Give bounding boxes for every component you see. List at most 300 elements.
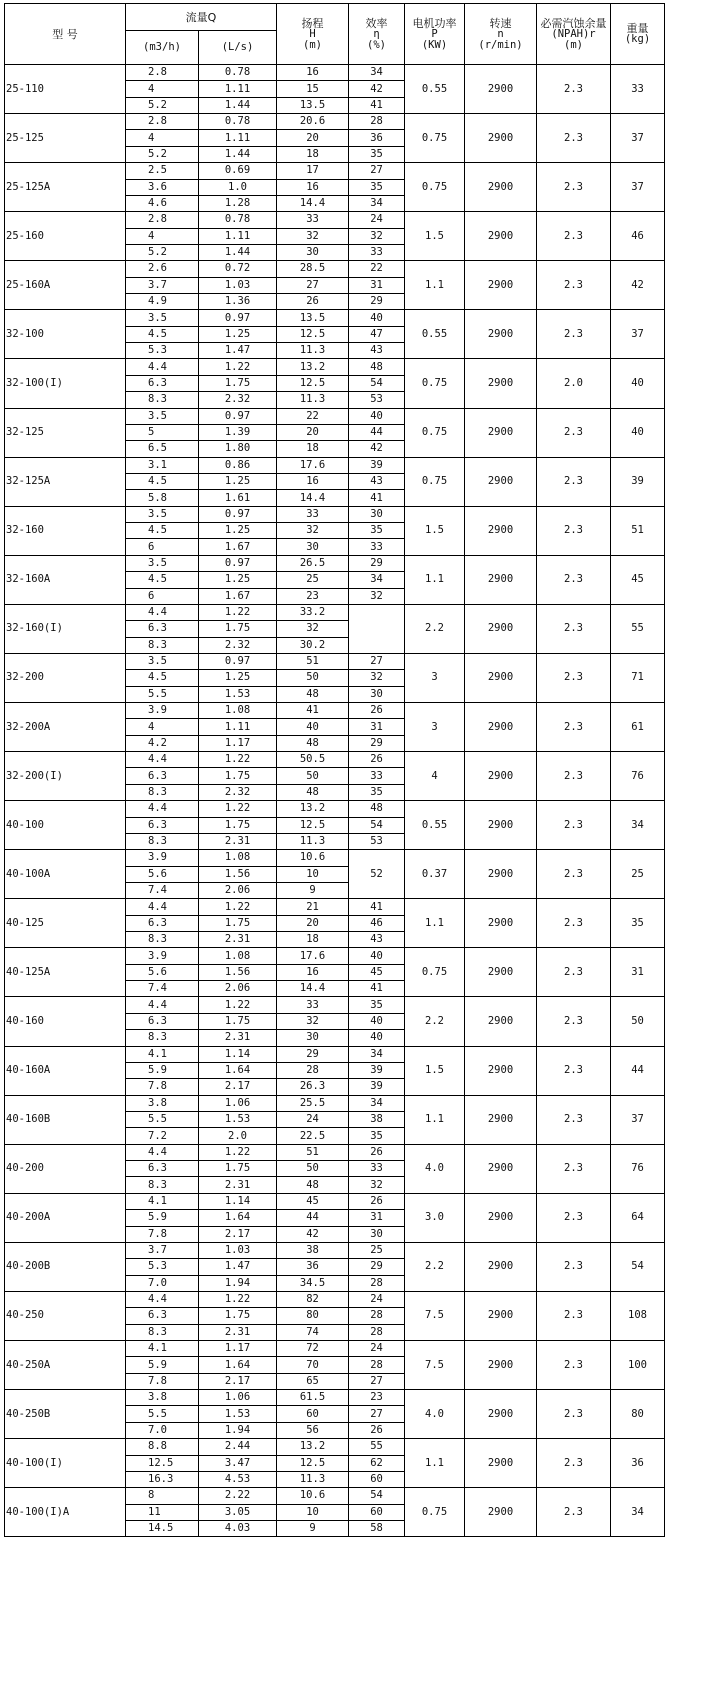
flow-m3h-cell: 5.2 bbox=[126, 244, 199, 260]
flow-m3h-cell: 2.6 bbox=[126, 261, 199, 277]
head-cell: 32 bbox=[277, 621, 349, 637]
flow-m3h-cell: 8.3 bbox=[126, 1324, 199, 1340]
flow-ls-cell: 2.0 bbox=[199, 1128, 277, 1144]
efficiency-cell: 28 bbox=[349, 114, 405, 130]
flow-m3h-cell: 5.2 bbox=[126, 97, 199, 113]
flow-ls-cell: 1.22 bbox=[199, 359, 277, 375]
model-cell: 40-125 bbox=[5, 899, 126, 948]
head-cell: 20 bbox=[277, 130, 349, 146]
flow-m3h-cell: 16.3 bbox=[126, 1471, 199, 1487]
model-cell: 25-125A bbox=[5, 163, 126, 212]
flow-ls-cell: 1.75 bbox=[199, 768, 277, 784]
flow-m3h-cell: 8.3 bbox=[126, 932, 199, 948]
weight-cell: 100 bbox=[611, 1341, 665, 1390]
flow-m3h-cell: 6 bbox=[126, 539, 199, 555]
flow-ls-cell: 1.36 bbox=[199, 294, 277, 310]
head-cell: 14.4 bbox=[277, 981, 349, 997]
flow-m3h-cell: 2.8 bbox=[126, 65, 199, 81]
head-cell: 30 bbox=[277, 1030, 349, 1046]
model-cell: 25-160A bbox=[5, 261, 126, 310]
weight-cell: 37 bbox=[611, 310, 665, 359]
table-row bbox=[5, 1291, 665, 1307]
head-cell: 51 bbox=[277, 1144, 349, 1160]
head-cell: 18 bbox=[277, 146, 349, 162]
npsh-cell: 2.3 bbox=[537, 703, 611, 752]
weight-cell: 50 bbox=[611, 997, 665, 1046]
head-cell: 26.5 bbox=[277, 555, 349, 571]
flow-m3h-cell: 4.2 bbox=[126, 735, 199, 751]
speed-cell: 2900 bbox=[465, 1488, 537, 1537]
head-cell: 32 bbox=[277, 523, 349, 539]
efficiency-cell: 33 bbox=[349, 1161, 405, 1177]
flow-m3h-cell: 5.8 bbox=[126, 490, 199, 506]
flow-ls-cell: 2.44 bbox=[199, 1439, 277, 1455]
efficiency-cell: 34 bbox=[349, 572, 405, 588]
efficiency-cell: 34 bbox=[349, 1095, 405, 1111]
flow-ls-cell: 1.25 bbox=[199, 670, 277, 686]
weight-cell: 76 bbox=[611, 752, 665, 801]
flow-m3h-cell: 7.8 bbox=[126, 1373, 199, 1389]
flow-ls-cell: 1.75 bbox=[199, 621, 277, 637]
npsh-cell: 2.3 bbox=[537, 555, 611, 604]
efficiency-cell: 28 bbox=[349, 1308, 405, 1324]
speed-cell: 2900 bbox=[465, 1291, 537, 1340]
flow-m3h-cell: 5.9 bbox=[126, 1357, 199, 1373]
npsh-cell: 2.3 bbox=[537, 408, 611, 457]
flow-ls-cell: 1.94 bbox=[199, 1422, 277, 1438]
table-row bbox=[5, 1390, 665, 1406]
head-cell: 18 bbox=[277, 932, 349, 948]
header-model: 型 号 bbox=[5, 4, 126, 65]
flow-m3h-cell: 7.8 bbox=[126, 1226, 199, 1242]
flow-ls-cell: 2.17 bbox=[199, 1373, 277, 1389]
efficiency-cell: 41 bbox=[349, 97, 405, 113]
head-cell: 48 bbox=[277, 735, 349, 751]
efficiency-cell: 40 bbox=[349, 1013, 405, 1029]
flow-m3h-cell: 6.3 bbox=[126, 1013, 199, 1029]
efficiency-cell: 35 bbox=[349, 784, 405, 800]
header-flow-m3h: (m3/h) bbox=[126, 31, 199, 65]
efficiency-cell: 27 bbox=[349, 653, 405, 669]
flow-ls-cell: 1.75 bbox=[199, 1161, 277, 1177]
head-cell: 48 bbox=[277, 784, 349, 800]
weight-cell: 31 bbox=[611, 948, 665, 997]
speed-cell: 2900 bbox=[465, 114, 537, 163]
flow-m3h-cell: 4.4 bbox=[126, 997, 199, 1013]
flow-ls-cell: 1.53 bbox=[199, 1112, 277, 1128]
head-cell: 13.5 bbox=[277, 97, 349, 113]
efficiency-cell: 34 bbox=[349, 65, 405, 81]
speed-cell: 2900 bbox=[465, 359, 537, 408]
head-cell: 13.2 bbox=[277, 1439, 349, 1455]
speed-cell: 2900 bbox=[465, 212, 537, 261]
flow-ls-cell: 2.31 bbox=[199, 1177, 277, 1193]
flow-ls-cell: 1.11 bbox=[199, 81, 277, 97]
flow-m3h-cell: 3.5 bbox=[126, 506, 199, 522]
npsh-cell: 2.3 bbox=[537, 948, 611, 997]
efficiency-cell: 53 bbox=[349, 833, 405, 849]
flow-m3h-cell: 6.3 bbox=[126, 621, 199, 637]
flow-m3h-cell: 6.3 bbox=[126, 1308, 199, 1324]
flow-ls-cell: 1.22 bbox=[199, 752, 277, 768]
flow-ls-cell: 0.86 bbox=[199, 457, 277, 473]
efficiency-cell: 48 bbox=[349, 801, 405, 817]
head-cell: 74 bbox=[277, 1324, 349, 1340]
head-cell: 12.5 bbox=[277, 817, 349, 833]
power-cell: 1.1 bbox=[405, 1439, 465, 1488]
model-cell: 40-100A bbox=[5, 850, 126, 899]
model-cell: 40-200A bbox=[5, 1193, 126, 1242]
flow-ls-cell: 1.75 bbox=[199, 1013, 277, 1029]
weight-cell: 54 bbox=[611, 1242, 665, 1291]
flow-m3h-cell: 4 bbox=[126, 130, 199, 146]
power-cell: 1.1 bbox=[405, 899, 465, 948]
flow-m3h-cell: 5.2 bbox=[126, 146, 199, 162]
flow-ls-cell: 1.08 bbox=[199, 703, 277, 719]
efficiency-cell: 23 bbox=[349, 1390, 405, 1406]
head-cell: 30 bbox=[277, 539, 349, 555]
head-cell: 61.5 bbox=[277, 1390, 349, 1406]
efficiency-cell bbox=[349, 604, 405, 653]
power-cell: 0.75 bbox=[405, 163, 465, 212]
flow-m3h-cell: 3.8 bbox=[126, 1390, 199, 1406]
efficiency-cell: 31 bbox=[349, 719, 405, 735]
table-row bbox=[5, 65, 665, 81]
head-cell: 25.5 bbox=[277, 1095, 349, 1111]
header-power-label: 电机功率 bbox=[412, 16, 457, 30]
head-cell: 30.2 bbox=[277, 637, 349, 653]
efficiency-cell: 40 bbox=[349, 310, 405, 326]
flow-ls-cell: 1.75 bbox=[199, 1308, 277, 1324]
speed-cell: 2900 bbox=[465, 752, 537, 801]
header-npsh-unit: (m) bbox=[564, 38, 583, 51]
flow-m3h-cell: 5.6 bbox=[126, 964, 199, 980]
head-cell: 16 bbox=[277, 179, 349, 195]
efficiency-cell: 35 bbox=[349, 146, 405, 162]
header-power-symbol: P bbox=[431, 27, 438, 40]
flow-m3h-cell: 7.0 bbox=[126, 1422, 199, 1438]
flow-m3h-cell: 3.9 bbox=[126, 948, 199, 964]
header-flow-ls: (L/s) bbox=[199, 31, 277, 65]
table-row bbox=[5, 997, 665, 1013]
table-header bbox=[5, 4, 665, 65]
flow-ls-cell: 2.22 bbox=[199, 1488, 277, 1504]
flow-m3h-cell: 8.3 bbox=[126, 833, 199, 849]
power-cell: 1.1 bbox=[405, 261, 465, 310]
flow-ls-cell: 1.44 bbox=[199, 146, 277, 162]
efficiency-cell: 45 bbox=[349, 964, 405, 980]
weight-cell: 108 bbox=[611, 1291, 665, 1340]
model-cell: 32-200A bbox=[5, 703, 126, 752]
speed-cell: 2900 bbox=[465, 948, 537, 997]
npsh-cell: 2.3 bbox=[537, 1291, 611, 1340]
flow-m3h-cell: 6.3 bbox=[126, 375, 199, 391]
flow-ls-cell: 0.97 bbox=[199, 310, 277, 326]
model-cell: 32-160 bbox=[5, 506, 126, 555]
power-cell: 2.2 bbox=[405, 604, 465, 653]
model-cell: 40-250A bbox=[5, 1341, 126, 1390]
head-cell: 11.3 bbox=[277, 343, 349, 359]
npsh-cell: 2.3 bbox=[537, 65, 611, 114]
npsh-cell: 2.3 bbox=[537, 1488, 611, 1537]
efficiency-cell: 33 bbox=[349, 768, 405, 784]
head-cell: 51 bbox=[277, 653, 349, 669]
head-cell: 48 bbox=[277, 686, 349, 702]
flow-ls-cell: 2.31 bbox=[199, 1030, 277, 1046]
speed-cell: 2900 bbox=[465, 1193, 537, 1242]
speed-cell: 2900 bbox=[465, 997, 537, 1046]
flow-m3h-cell: 3.9 bbox=[126, 850, 199, 866]
flow-m3h-cell: 4.5 bbox=[126, 670, 199, 686]
efficiency-cell: 60 bbox=[349, 1504, 405, 1520]
flow-m3h-cell: 4.1 bbox=[126, 1341, 199, 1357]
flow-ls-cell: 1.67 bbox=[199, 539, 277, 555]
flow-ls-cell: 1.44 bbox=[199, 97, 277, 113]
flow-m3h-cell: 4 bbox=[126, 81, 199, 97]
flow-m3h-cell: 4.4 bbox=[126, 752, 199, 768]
model-cell: 40-125A bbox=[5, 948, 126, 997]
head-cell: 20 bbox=[277, 424, 349, 440]
flow-ls-cell: 2.06 bbox=[199, 882, 277, 898]
flow-m3h-cell: 7.8 bbox=[126, 1079, 199, 1095]
header-weight bbox=[611, 4, 665, 65]
flow-m3h-cell: 4.4 bbox=[126, 801, 199, 817]
head-cell: 72 bbox=[277, 1341, 349, 1357]
efficiency-cell: 39 bbox=[349, 1079, 405, 1095]
efficiency-cell: 39 bbox=[349, 1062, 405, 1078]
head-cell: 32 bbox=[277, 228, 349, 244]
flow-m3h-cell: 5.3 bbox=[126, 343, 199, 359]
table-row bbox=[5, 1046, 665, 1062]
flow-ls-cell: 0.97 bbox=[199, 408, 277, 424]
weight-cell: 34 bbox=[611, 801, 665, 850]
npsh-cell: 2.3 bbox=[537, 1046, 611, 1095]
model-cell: 40-250B bbox=[5, 1390, 126, 1439]
head-cell: 44 bbox=[277, 1210, 349, 1226]
speed-cell: 2900 bbox=[465, 457, 537, 506]
efficiency-cell: 35 bbox=[349, 997, 405, 1013]
weight-cell: 36 bbox=[611, 1439, 665, 1488]
weight-cell: 37 bbox=[611, 163, 665, 212]
head-cell: 29 bbox=[277, 1046, 349, 1062]
flow-ls-cell: 1.08 bbox=[199, 948, 277, 964]
weight-cell: 44 bbox=[611, 1046, 665, 1095]
model-cell: 25-160 bbox=[5, 212, 126, 261]
npsh-cell: 2.3 bbox=[537, 506, 611, 555]
speed-cell: 2900 bbox=[465, 653, 537, 702]
weight-cell: 64 bbox=[611, 1193, 665, 1242]
model-cell: 40-200B bbox=[5, 1242, 126, 1291]
power-cell: 2.2 bbox=[405, 997, 465, 1046]
efficiency-cell: 35 bbox=[349, 1128, 405, 1144]
npsh-cell: 2.3 bbox=[537, 899, 611, 948]
flow-m3h-cell: 8.3 bbox=[126, 1030, 199, 1046]
table-row bbox=[5, 653, 665, 669]
head-cell: 26 bbox=[277, 294, 349, 310]
flow-m3h-cell: 4.5 bbox=[126, 523, 199, 539]
flow-m3h-cell: 8 bbox=[126, 1488, 199, 1504]
efficiency-cell: 41 bbox=[349, 981, 405, 997]
efficiency-cell: 62 bbox=[349, 1455, 405, 1471]
flow-m3h-cell: 6.5 bbox=[126, 441, 199, 457]
efficiency-cell: 43 bbox=[349, 932, 405, 948]
table-row bbox=[5, 899, 665, 915]
power-cell: 0.75 bbox=[405, 1488, 465, 1537]
flow-m3h-cell: 4 bbox=[126, 228, 199, 244]
efficiency-cell: 25 bbox=[349, 1242, 405, 1258]
flow-m3h-cell: 4.5 bbox=[126, 572, 199, 588]
efficiency-cell: 24 bbox=[349, 1341, 405, 1357]
flow-m3h-cell: 3.9 bbox=[126, 703, 199, 719]
head-cell: 50 bbox=[277, 768, 349, 784]
efficiency-cell: 26 bbox=[349, 703, 405, 719]
head-cell: 14.4 bbox=[277, 195, 349, 211]
efficiency-cell: 35 bbox=[349, 179, 405, 195]
flow-m3h-cell: 5 bbox=[126, 424, 199, 440]
power-cell: 7.5 bbox=[405, 1341, 465, 1390]
flow-ls-cell: 1.17 bbox=[199, 1341, 277, 1357]
header-flow: 流量Q bbox=[126, 4, 277, 31]
head-cell: 12.5 bbox=[277, 375, 349, 391]
flow-m3h-cell: 7.0 bbox=[126, 1275, 199, 1291]
weight-cell: 42 bbox=[611, 261, 665, 310]
flow-ls-cell: 0.72 bbox=[199, 261, 277, 277]
power-cell: 7.5 bbox=[405, 1291, 465, 1340]
head-cell: 28 bbox=[277, 1062, 349, 1078]
efficiency-cell: 31 bbox=[349, 277, 405, 293]
efficiency-cell: 54 bbox=[349, 1488, 405, 1504]
flow-ls-cell: 1.44 bbox=[199, 244, 277, 260]
speed-cell: 2900 bbox=[465, 850, 537, 899]
efficiency-cell: 29 bbox=[349, 1259, 405, 1275]
head-cell: 38 bbox=[277, 1242, 349, 1258]
head-cell: 33 bbox=[277, 212, 349, 228]
table-row bbox=[5, 555, 665, 571]
head-cell: 17 bbox=[277, 163, 349, 179]
npsh-cell: 2.3 bbox=[537, 310, 611, 359]
power-cell: 0.75 bbox=[405, 359, 465, 408]
head-cell: 11.3 bbox=[277, 833, 349, 849]
head-cell: 56 bbox=[277, 1422, 349, 1438]
flow-ls-cell: 0.78 bbox=[199, 212, 277, 228]
npsh-cell: 2.3 bbox=[537, 212, 611, 261]
power-cell: 1.1 bbox=[405, 1095, 465, 1144]
model-cell: 32-200 bbox=[5, 653, 126, 702]
table-row bbox=[5, 457, 665, 473]
speed-cell: 2900 bbox=[465, 1390, 537, 1439]
head-cell: 10 bbox=[277, 866, 349, 882]
model-cell: 25-110 bbox=[5, 65, 126, 114]
power-cell: 3 bbox=[405, 703, 465, 752]
power-cell: 0.55 bbox=[405, 65, 465, 114]
flow-m3h-cell: 3.6 bbox=[126, 179, 199, 195]
efficiency-cell: 26 bbox=[349, 1422, 405, 1438]
flow-ls-cell: 4.03 bbox=[199, 1520, 277, 1536]
flow-ls-cell: 2.31 bbox=[199, 932, 277, 948]
flow-ls-cell: 1.80 bbox=[199, 441, 277, 457]
power-cell: 0.37 bbox=[405, 850, 465, 899]
speed-cell: 2900 bbox=[465, 163, 537, 212]
header-weight-unit: (kg) bbox=[624, 33, 651, 45]
flow-m3h-cell: 14.5 bbox=[126, 1520, 199, 1536]
flow-ls-cell: 1.64 bbox=[199, 1357, 277, 1373]
head-cell: 11.3 bbox=[277, 392, 349, 408]
efficiency-cell: 43 bbox=[349, 343, 405, 359]
flow-ls-cell: 1.22 bbox=[199, 1144, 277, 1160]
header-npsh-symbol: (NPAH)r bbox=[551, 27, 596, 40]
flow-ls-cell: 1.11 bbox=[199, 130, 277, 146]
flow-ls-cell: 1.75 bbox=[199, 375, 277, 391]
flow-m3h-cell: 5.3 bbox=[126, 1259, 199, 1275]
npsh-cell: 2.3 bbox=[537, 997, 611, 1046]
head-cell: 32 bbox=[277, 1013, 349, 1029]
model-cell: 32-160(I) bbox=[5, 604, 126, 653]
table-row bbox=[5, 1095, 665, 1111]
model-cell: 40-100(I) bbox=[5, 1439, 126, 1488]
efficiency-cell: 54 bbox=[349, 817, 405, 833]
flow-ls-cell: 1.56 bbox=[199, 866, 277, 882]
flow-m3h-cell: 5.5 bbox=[126, 686, 199, 702]
efficiency-cell: 32 bbox=[349, 670, 405, 686]
speed-cell: 2900 bbox=[465, 408, 537, 457]
model-cell: 40-250 bbox=[5, 1291, 126, 1340]
speed-cell: 2900 bbox=[465, 1046, 537, 1095]
efficiency-cell: 54 bbox=[349, 375, 405, 391]
npsh-cell: 2.3 bbox=[537, 752, 611, 801]
weight-cell: 33 bbox=[611, 65, 665, 114]
table-row bbox=[5, 801, 665, 817]
head-cell: 10.6 bbox=[277, 1488, 349, 1504]
efficiency-cell: 28 bbox=[349, 1357, 405, 1373]
efficiency-cell: 60 bbox=[349, 1471, 405, 1487]
speed-cell: 2900 bbox=[465, 801, 537, 850]
model-cell: 25-125 bbox=[5, 114, 126, 163]
npsh-cell: 2.3 bbox=[537, 1095, 611, 1144]
flow-m3h-cell: 7.4 bbox=[126, 981, 199, 997]
speed-cell: 2900 bbox=[465, 1341, 537, 1390]
flow-ls-cell: 1.06 bbox=[199, 1390, 277, 1406]
header-head-label: 扬程 bbox=[301, 16, 324, 30]
efficiency-cell: 26 bbox=[349, 1144, 405, 1160]
weight-cell: 51 bbox=[611, 506, 665, 555]
flow-ls-cell: 1.25 bbox=[199, 473, 277, 489]
head-cell: 70 bbox=[277, 1357, 349, 1373]
npsh-cell: 2.3 bbox=[537, 653, 611, 702]
weight-cell: 34 bbox=[611, 1488, 665, 1537]
model-cell: 40-100 bbox=[5, 801, 126, 850]
efficiency-cell: 22 bbox=[349, 261, 405, 277]
model-cell: 40-160 bbox=[5, 997, 126, 1046]
table-row bbox=[5, 703, 665, 719]
head-cell: 25 bbox=[277, 572, 349, 588]
head-cell: 42 bbox=[277, 1226, 349, 1242]
flow-ls-cell: 0.69 bbox=[199, 163, 277, 179]
flow-m3h-cell: 4.6 bbox=[126, 195, 199, 211]
table-body bbox=[5, 65, 665, 1537]
table-row bbox=[5, 1242, 665, 1258]
flow-ls-cell: 1.14 bbox=[199, 1193, 277, 1209]
weight-cell: 76 bbox=[611, 1144, 665, 1193]
efficiency-cell: 30 bbox=[349, 506, 405, 522]
flow-ls-cell: 0.78 bbox=[199, 65, 277, 81]
head-cell: 10.6 bbox=[277, 850, 349, 866]
model-cell: 32-100(I) bbox=[5, 359, 126, 408]
speed-cell: 2900 bbox=[465, 261, 537, 310]
efficiency-cell: 30 bbox=[349, 686, 405, 702]
weight-cell: 55 bbox=[611, 604, 665, 653]
flow-m3h-cell: 2.8 bbox=[126, 114, 199, 130]
weight-cell: 45 bbox=[611, 555, 665, 604]
